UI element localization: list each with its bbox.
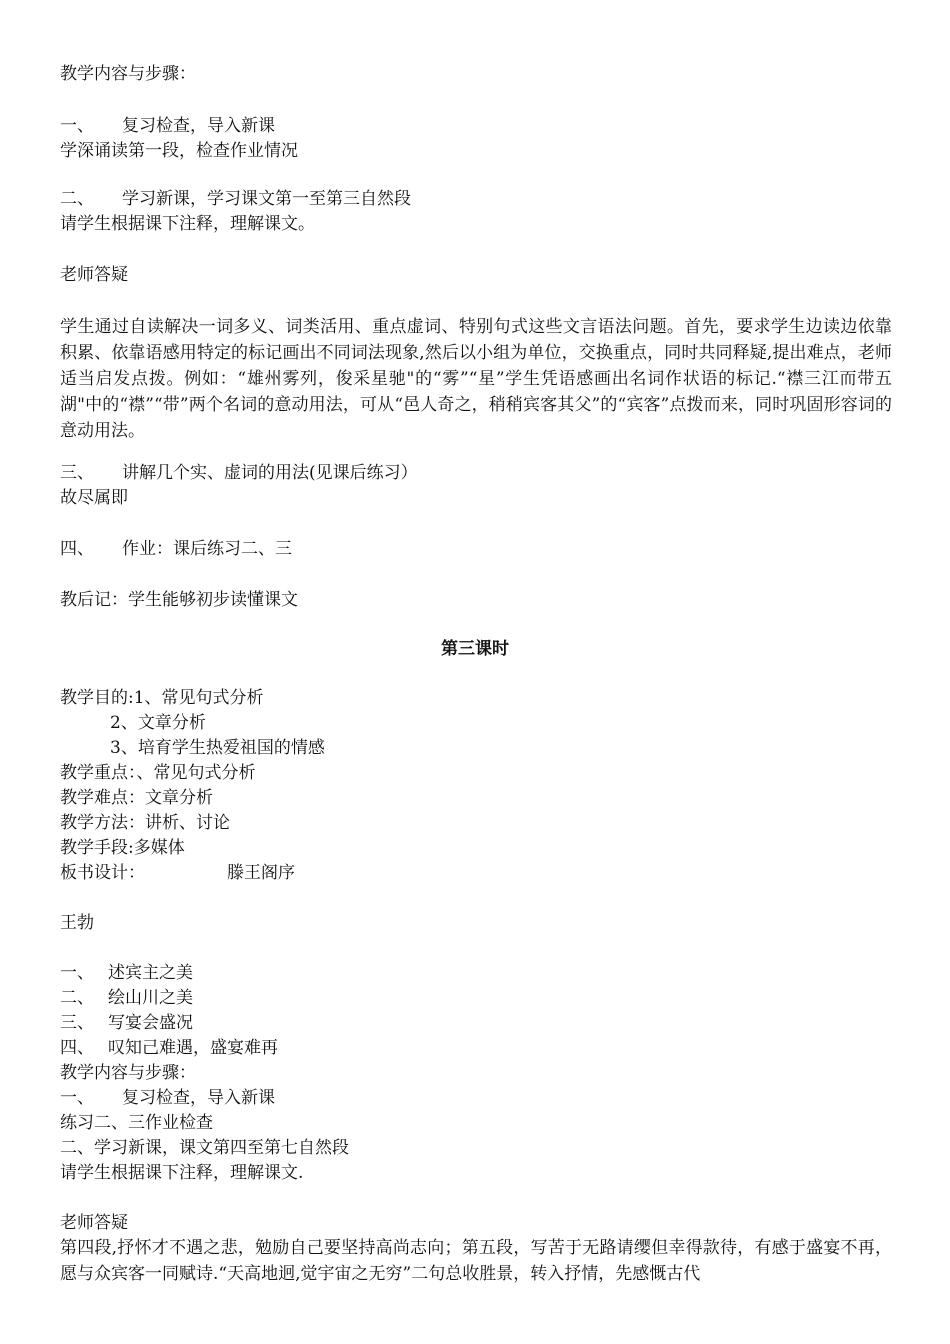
- teaching-difficulty: 教学难点：文章分析: [60, 788, 213, 808]
- step-2-desc: 请学生根据课下注释，理解课文。: [60, 214, 315, 234]
- qa-title: 老师答疑: [60, 265, 128, 285]
- outline-text: 绘山川之美: [108, 988, 193, 1008]
- lesson3-qa-paragraph: 第四段,抒怀才不遇之悲，勉励自己要坚持高尚志向；第五段，写苦于无路请缨但幸得款待，有感于盛宴不再，愿与众宾客一同赋诗.“天高地迥,觉宇宙之无穷”二句总收胜景，转入抒情，先感慨古代: [60, 1238, 892, 1284]
- outline-number: 四、: [60, 1038, 94, 1058]
- step-number: 三、: [60, 463, 94, 483]
- outline-number: 一、: [60, 963, 94, 983]
- outline-text: 叹知己难遇，盛宴难再: [108, 1038, 278, 1058]
- lesson3-step-2: 二、学习新课，课文第四至第七自然段: [60, 1138, 349, 1158]
- teaching-goal-2: 2、文章分析: [110, 713, 206, 733]
- teaching-media: 教学手段:多媒体: [60, 838, 185, 858]
- qa-paragraph: 学生通过自读解决一词多义、词类活用、重点虚词、特别句式这些文言语法问题。首先，要求学生边读边依靠积累、依靠语感用特定的标记画出不同词法现象,然后以小组为单位，交换重点，同时共同释疑,提出难点，老师适当启发点拨。例如：“雄州雾列，俊采星驰"的“雾”“星”学生凭语感画出名词作状语的标记.“襟三江而带五湖"中的“襟”“带”两个名词的意动用法，可从“邑人奇之，稍稍宾客其父”的“宾客”点拨而来，同时巩固形容词的意动用法。: [60, 317, 892, 441]
- outline-item: [60, 1036, 278, 1060]
- step-text: 作业：课后练习二、三: [122, 539, 292, 559]
- step-number: 四、: [60, 539, 94, 559]
- outline-item: [60, 1011, 193, 1035]
- step-number: 一、: [60, 1088, 94, 1108]
- board-design: [60, 861, 295, 885]
- author: 王勃: [60, 913, 94, 933]
- outline-item: [60, 961, 193, 985]
- lesson3-step-1-desc: 练习二、三作业检查: [60, 1113, 213, 1133]
- board-label: 板书设计：: [60, 863, 145, 883]
- section-heading: 教学内容与步骤：: [60, 64, 196, 84]
- outline-text: 述宾主之美: [108, 963, 193, 983]
- outline-number: 二、: [60, 988, 94, 1008]
- lesson-title: 第三课时: [441, 639, 509, 659]
- board-title: 滕王阁序: [227, 863, 295, 883]
- outline-text: 写宴会盛况: [108, 1013, 193, 1033]
- step-2: [60, 187, 411, 211]
- step-text: 讲解几个实、虚词的用法(见课后练习）: [122, 463, 418, 483]
- step-3: [60, 461, 418, 485]
- teaching-goal-3: 3、培育学生热爱祖国的情感: [110, 738, 325, 758]
- steps-heading: 教学内容与步骤：: [60, 1063, 196, 1083]
- outline-number: 三、: [60, 1013, 94, 1033]
- teaching-key-point: 教学重点：、常见句式分析: [60, 763, 256, 783]
- step-text: 学习新课，学习课文第一至第三自然段: [122, 189, 411, 209]
- step-number: 一、: [60, 116, 94, 136]
- outline-item: [60, 986, 193, 1010]
- teaching-goal-1: 教学目的:1、常见句式分析: [60, 688, 264, 708]
- step-text: 复习检查，导入新课: [122, 116, 275, 136]
- step-4: [60, 537, 292, 561]
- afterword: 教后记：学生能够初步读懂课文: [60, 590, 298, 610]
- lesson3-step-1: [60, 1086, 275, 1110]
- step-number: 二、: [60, 189, 94, 209]
- step-text: 复习检查，导入新课: [122, 1088, 275, 1108]
- step-1-desc: 学深诵读第一段，检查作业情况: [60, 141, 298, 161]
- teaching-method: 教学方法：讲析、讨论: [60, 813, 230, 833]
- step-3-desc: 故尽属即: [60, 488, 128, 508]
- lesson3-qa-title: 老师答疑: [60, 1213, 128, 1233]
- step-1: [60, 114, 275, 138]
- lesson3-step-2-desc: 请学生根据课下注释，理解课文.: [60, 1163, 304, 1183]
